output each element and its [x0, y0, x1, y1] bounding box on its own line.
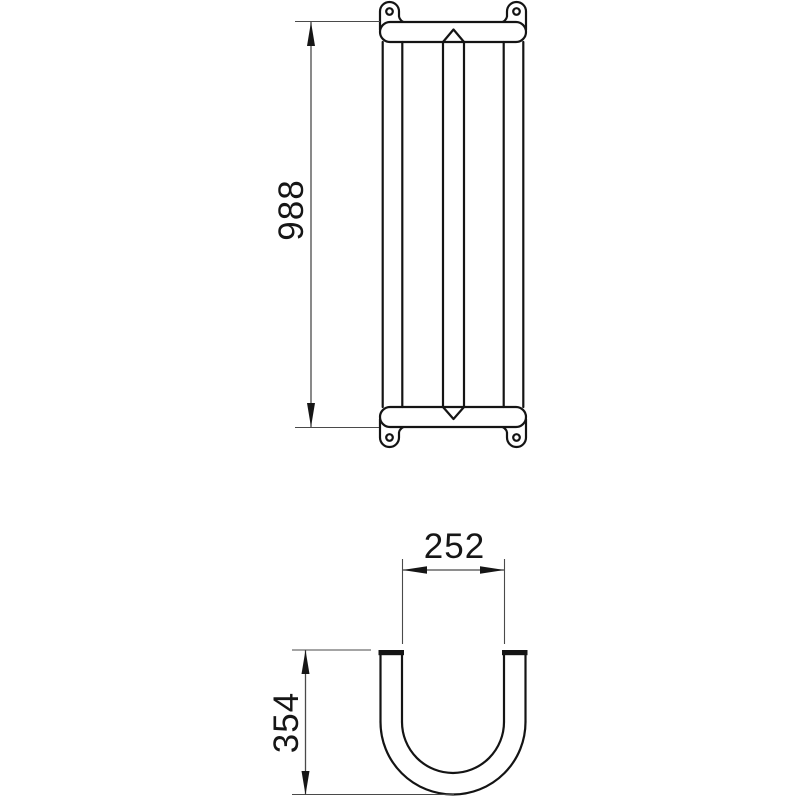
tab-hole-top-left	[386, 8, 393, 15]
height-arrow-down	[307, 403, 315, 427]
width-dimension-value: 252	[423, 527, 486, 566]
tab-hole-top-right	[513, 8, 520, 15]
u-inner-arc	[402, 722, 504, 773]
width-arrow-right	[480, 566, 505, 573]
vertical-tubes	[383, 30, 524, 420]
depth-dimension	[267, 650, 454, 795]
u-left-end-cap	[379, 650, 405, 655]
height-dimension-value: 988	[272, 179, 311, 241]
depth-arrow-up	[302, 650, 310, 674]
width-dimension	[403, 527, 505, 644]
tab-hole-bottom-left	[386, 434, 393, 441]
front-view	[272, 2, 526, 447]
u-bend-view	[267, 527, 528, 795]
depth-dimension-value: 354	[267, 691, 306, 754]
u-right-end-cap	[502, 650, 528, 655]
height-dimension	[272, 22, 380, 428]
depth-arrow-down	[302, 771, 310, 795]
height-arrow-up	[307, 22, 315, 46]
width-arrow-left	[403, 566, 428, 573]
top-bar	[380, 22, 526, 42]
tab-hole-bottom-right	[513, 434, 520, 441]
